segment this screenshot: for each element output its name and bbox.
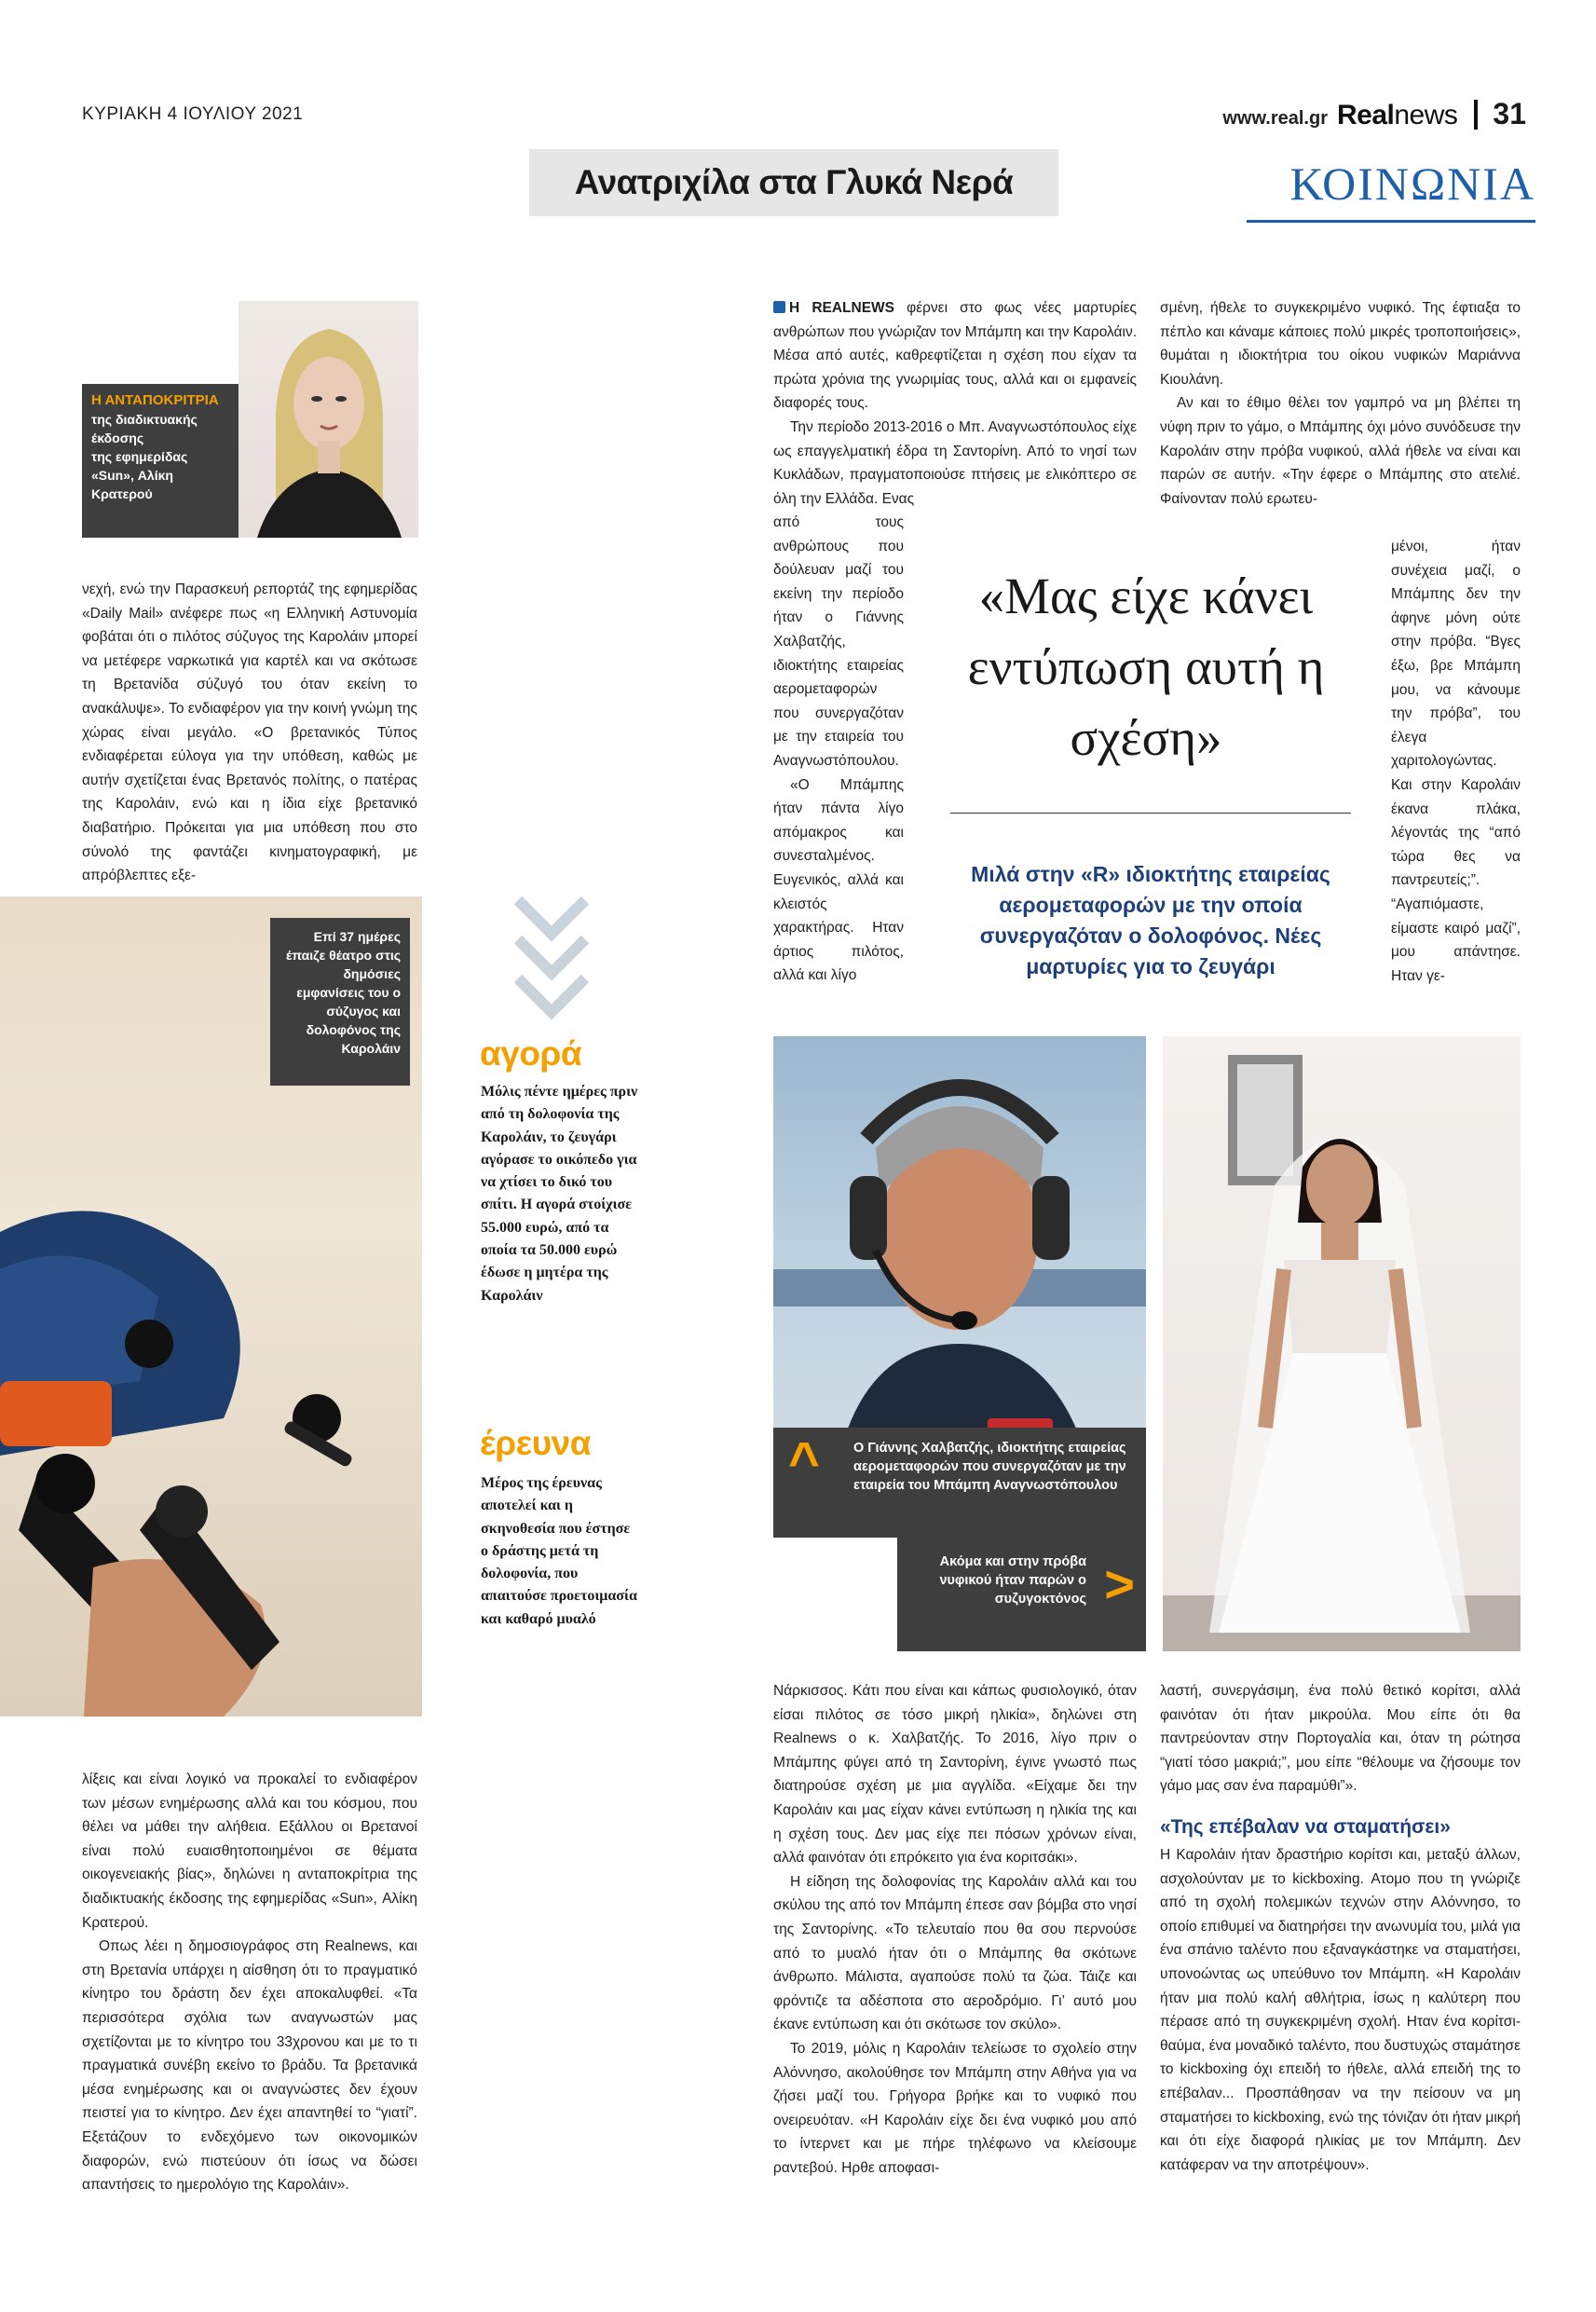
col4-top-text: σμένη, ήθελε το συγκεκριμένο νυφικό. Της έφτιαξα το πέπλο και κάναμε κάποιες πολύ μικρές τροποποιήσεις», θυμάται η ιδιοκτήτρια του οίκου νυφικών Μαριάννα Κιουλάνη. Αν και το έθιμο θέλει τον γαμπρό να μη βλέπει τη νύφη πριν το γάμο, ο Μπάμπης όχι μόνο συνόδευσε την Καρολάιν στην πρόβα νυφικού, αλλά ήθελε να είναι και παρών σε αυτήν. «Την έφερε ο Μπάμπης στο ατελιέ. Φαίνονταν πολύ ερωτευ- [1160,300,1521,507]
bride-photo-caption: Ακόμα και στην πρόβα νυφικού ήταν παρών ο συζυγοκτόνος > [897,1538,1146,1651]
sidebar-agora-text: Μόλις πέντε ημέρες πριν από τη δολοφονία της Καρολάιν, το ζευγάρι αγόρασε το οικόπεδο για να χτίσει το δικό του σπίτι. Η αγορά στοίχισε 55.000 ευρώ, από τα οποία τα 50.000 ευρώ έδωσε η μητέρα της Καρολάιν [481,1084,638,1304]
article-title: Ανατριχίλα στα Γλυκά Νερά [529,149,1058,216]
pull-quote-subhead: Μιλά στην «R» ιδιοκτήτης εταιρείας αερομεταφορών με την οποία συνεργαζόταν ο δολοφόνος. Νέες μαρτυρίες για το ζευγάρι [971,862,1330,978]
col1-top-text: νεχή, ενώ την Παρασκευή ρεπορτάζ της εφημερίδας «Daily Mail» ανέφερε πως «η Ελληνική Αστυνομία φοβάται ότι ο πιλότος σύζυγος της Καρολάιν μπορεί να μετέφερε ναρκωτικά για καρτέλ και να σκότωσε τη Βρετανίδα σύζυγό του όταν εκείνη το ανακάλυψε». Το ενδιαφέρον για την κοινή γνώμη της χώρας είναι μεγάλο. «Ο βρετανικός Τύπος ενδιαφέρεται εύλογα για την υπόθεση, καθώς με αυτήν σχετίζεται ένας Βρετανός πολίτης, ο πατέρας της Καρολάιν, ενώ και η ίδια είχε βρετανικό διαβατήριο. Πρόκειται για μια υπόθεση που στο σύνολό της φαντάζει κινηματογραφική, με απρόβλεπτες εξε- [82,581,417,884]
col4-narrow-text: μένοι, ήταν συνέχεια μαζί, ο Μπάμπης δεν την άφηνε μόνη ούτε στην πρόβα. “Βγες έξω, βρε Μπάμπη μου, να κάνουμε την πρόβα”, του έλεγα χαριτολογώντας. Και στην Καρολάιν έκανα πλάκα, λέγοντάς της “από τώρα θες να παντρευτείς;”. “Αγαπιόμαστε, είμαστε καιρό μαζί”, μου απάντησε. Ηταν γε- [1391,539,1521,984]
reporter-role: Η ΑΝΤΑΠΟΚΡΙΤΡΙΑ [91,392,219,408]
col3-narrow-text: από τους ανθρώπους που δούλευαν μαζί του εκείνη την περίοδο ήταν ο Γιάννης Χαλβατζής, ιδιοκτήτης εταιρείας αερομεταφορών που συνεργαζόταν με την εταιρεία του Αναγνωστόπουλου. «Ο Μπάμπης ήταν πάντα λίγο απόμακρος και συνεσταλμένος. Ευγενικός, αλλά και κλειστός χαρακτήρας. Ηταν άρτιος πιλότος, αλλά και λίγο [773,514,904,984]
col4-bottom-text: λαστή, συνεργάσιμη, ένα πολύ θετικό κορίτσι, αλλά φαινόταν ότι ήταν μικρούλα. Μου είπε ότι θα παντρεύονταν στην Πορτογαλία και, όταν τη ρώτησα “γιατί τόσο μακριά;”, μου είπε “θέλουμε να ζήσουμε τον γάμο μας σαν ένα παραμύθι”». «Της επέβαλαν να σταματήσει» Η Καρολάιν ήταν δραστήριο κορίτσι και, μεταξύ άλλων, ασχολούνταν με το kickboxing. Ατομο που τη γνώριζε από τη σχολή πολεμικών τεχνών στην Αλόννησο, το οποίο επιθυμεί να διατηρήσει την ανωνυμία του, μιλά για ένα σπάνιο ταλέντο που εξαναγκάστηκε να σταματήσει, υπονοώντας ως υπεύθυνο τον Μπάμπη. «Η Καρολάιν ήταν μια πολύ καλή αθλήτρια, ίσως η καλύτερη που πέρασε από τη συγκεκριμένη σχολή. Ηταν ένα κορίτσι-θαύμα, ένα μοναδικό ταλέντο, που δυστυχώς σταμάτησε το kickboxing όχι επειδή το ήθελε, αλλά επειδή της το επέβαλαν... Προσπάθησαν να την πείσουν να μη σταματήσει το kickboxing, ενώ της τόνιζαν ότι ήταν μικρή και ότι είχε διαφορά ηλικίας με τον Μπάμπη. Δεν κατάφεραν να την αποτρέψουν». [1160,1683,1521,2173]
col3-top-text: Η REALNEWS φέρνει στο φως νέες μαρτυρίες ανθρώπων που γνώριζαν τον Μπάμπη και την Καρολάιν. Μέσα από αυτές, καθρεφτίζεται η σχέση που είχαν τα πρώτα χρόνια της γνωριμίας τους, αλλά και οι εμφανείς διαφορές τους. Την περίοδο 2013-2016 ο Μπ. Αναγνωστόπουλος είχε ως επαγγελματική έδρα τη Σαντορίνη. Από το νησί των Κυκλάδων, πραγματοποιούσε πτήσεις με ελικόπτερο σε όλη την Ελλάδα. Ενας [773,300,1137,507]
header-divider [1474,100,1478,130]
pull-quote: «Μας είχε κάνει εντύπωση αυτή η σχέση» [967,568,1325,766]
reporter-caption: Η ΑΝΤΑΠΟΚΡΙΤΡΙΑ της διαδικτυακής έκδοσης της εφημερίδας «Sun», Αλίκη Κρατερού [82,384,239,538]
brand-bar [1222,97,1526,131]
site-url: www.real.gr [1222,108,1328,129]
chevron-down-icon [514,893,589,1023]
press-photo-caption: Επί 37 ημέρες έπαιζε θέατρο στις δημόσιες εμφανίσεις του ο σύζυγος και δολοφόνος της Καρολάιν [270,918,410,1086]
pull-quote-rule [950,813,1351,814]
brand-logo: Realnews [1336,100,1458,130]
page-number: 31 [1493,97,1526,130]
pilot-photo-caption: ^ Ο Γιάννης Χαλβατζής, ιδιοκτήτης εταιρείας αερομεταφορών που συνεργαζόταν με την εταιρεία του Μπάμπη Αναγνωστόπουλου [773,1428,1146,1538]
issue-date: ΚΥΡΙΑΚΗ 4 ΙΟΥΛΙΟΥ 2021 [82,104,304,124]
section-subhead: «Της επέβαλαν να σταματήσει» [1160,1815,1451,1838]
caret-right-icon: > [1104,1554,1135,1613]
sidebar-agora-title: αγορά [480,1034,582,1073]
page-header [82,0,1535,224]
sidebar-erevna-title: έρευνα [480,1424,592,1462]
sidebar-erevna-text: Μέρος της έρευνας αποτελεί και η σκηνοθεσία που έστησε ο δράστης μετά τη δολοφονία, που απαιτούσε προετοιμασία και καθαρό μυαλό [481,1475,637,1627]
bride-photo [1163,1036,1521,1651]
caret-up-icon: ^ [788,1431,820,1492]
col3-bottom-text: Νάρκισσος. Κάτι που είναι και κάπως φυσιολογικό, όταν είσαι πιλότος σε τόσο μικρή ηλικία», δηλώνει στη Realnews ο κ. Χαλβατζής. Το 2016, λίγο πριν ο Μπάμπης φύγει από τη Σαντορίνη, έγινε γνωστό πως διατηρούσε σχέση με μια αγγλίδα. «Είχαμε δει την Καρολάιν και μας είχαν κάνει εντύπωση η ηλικία της και η σχέση τους. Δεν μας είχε πει πόσων χρόνων είναι, αλλά φαινόταν ότι επρόκειτο για ένα κοριτσάκι». Η είδηση της δολοφονίας της Καρολάιν αλλά και του σκύλου της από τον Μπάμπη έπεσε σαν βόμβα στο νησί της Σαντορίνης. «Το τελευταίο που θα σου περνούσε από το μυαλό ήταν ότι ο Μπάμπης θα σκότωνε άνθρωπο. Μάλιστα, αγαπούσε πολύ τα ζώα. Τάιζε και φρόντιζε τα αδέσποτα στο αεροδρόμιο. Γι’ αυτό μου έκανε εντύπωση και ότι σκότωσε τον σκύλο». Το 2019, μόλις η Καρολάιν τελείωσε το σχολείο στην Αλόννησο, ακολούθησε τον Μπάμπη στην Αθήνα για να ζήσει μαζί του. Γρήγορα βρήκε και το νυφικό που ονειρευόταν. «Η Καρολάιν είχε δει ένα νυφικό μου από το ίντερνετ και με πήρε τηλέφωνο να κλείσουμε ραντεβού. Ηρθε αποφασι- [773,1683,1137,2176]
square-bullet-icon [773,301,785,313]
lead-brand: Η REALNEWS [789,300,895,316]
col1-bottom-text: λίξεις και είναι λογικό να προκαλεί το ενδιαφέρον των μέσων ενημέρωσης αλλά και του κόσμου, που θέλει να μάθει την αλήθεια. Εξάλλου οι Βρετανοί είναι πολύ ευαισθητοποιημένοι σε θέματα οικογενειακής βίας», δηλώνει η ανταποκρίτρια της διαδικτυακής έκδοσης της εφημερίδας «Sun», Αλίκη Κρατερού. Οπως λέει η δημοσιογράφος στη Realnews, και στη Βρετανία υπάρχει η αίσθηση ότι το πραγματικό κίνητρο του δράστη δεν έχει αποκαλυφθεί. «Τα περισσότερα σχόλια των αναγνωστών μας σχετίζονται με το κίνητρο του 33χρονου και με το τι πραγματικά συνέβη εκείνο το βράδυ. Τα βρετανικά μέσα ενημέρωσης και οι αναγνώστες δεν έχουν πειστεί για το κίνητρο. Δεν έχει απαντηθεί το “γιατί”. Εξετάζουν το ενδεχόμενο των οικονομικών διαφορών, ενώ πιστεύουν ότι ίσως να δώσει απαντήσεις το ημερολόγιο της Καρολάιν». [82,1772,417,2194]
section-label: ΚΟΙΝΩΝΙΑ [1289,157,1535,210]
reporter-photo [239,301,418,538]
section-rule [1247,220,1535,223]
